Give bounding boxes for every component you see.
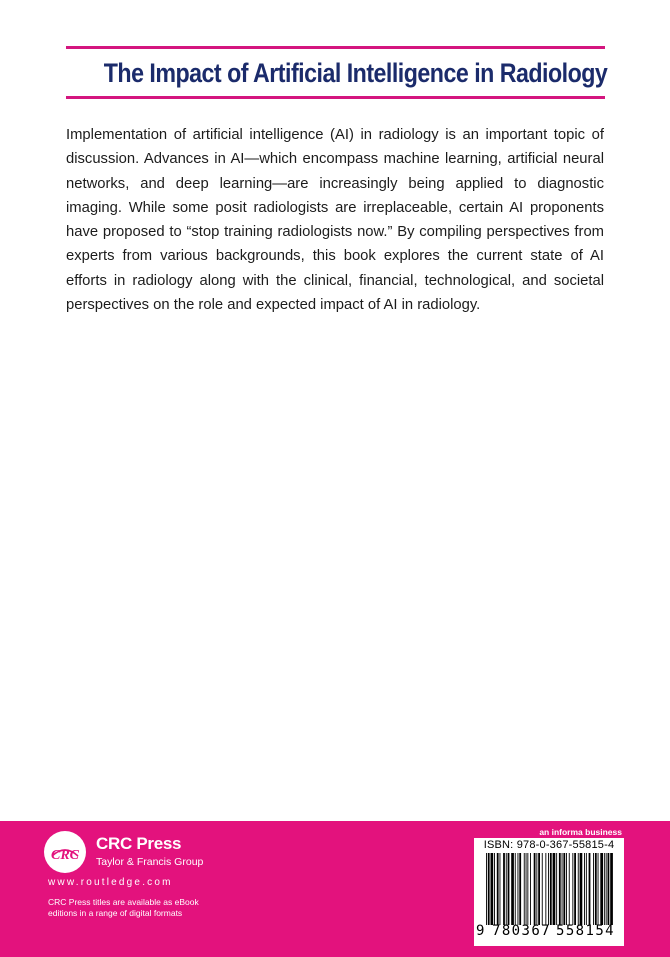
barcode-bar bbox=[584, 853, 585, 925]
barcode-bar bbox=[545, 853, 546, 925]
barcode-bar bbox=[511, 853, 514, 925]
publisher-website[interactable]: www.routledge.com bbox=[48, 877, 173, 888]
ebook-note: CRC Press titles are available as eBook editions in a range of digital formats bbox=[48, 897, 199, 918]
barcode-bar bbox=[556, 853, 557, 925]
barcode-bar bbox=[515, 853, 516, 925]
informa-tagline: an informa business bbox=[539, 827, 622, 837]
barcode-bar bbox=[550, 853, 552, 925]
publisher-name: CRC Press bbox=[96, 834, 182, 853]
barcode-bar bbox=[572, 853, 573, 925]
barcode-bar bbox=[604, 853, 605, 925]
barcode-bar bbox=[574, 853, 576, 925]
crc-logo-icon bbox=[44, 831, 86, 873]
barcode-bar bbox=[610, 853, 613, 925]
barcode-bar bbox=[527, 853, 528, 925]
barcode-bar bbox=[606, 853, 607, 925]
barcode-bar bbox=[553, 853, 556, 925]
barcode-bar bbox=[593, 853, 594, 925]
barcode-bar bbox=[497, 853, 499, 925]
barcode-bar bbox=[542, 853, 543, 925]
publisher-footer bbox=[0, 821, 670, 957]
isbn-barcode bbox=[474, 838, 624, 946]
book-description: Implementation of artificial intelligence (AI) in radiology is an important topic of discussion. Advances in AI—which encompass machine learning, artificial neural networks, and deep learning—are increasingly being applied to diagnostic imaging. While some posit radiologists are irreplaceable, certain AI proponents have proposed to “stop training radiologists now.” By compiling perspectives from experts from various backgrounds, this book explores the current state of AI efforts in radiology along with the clinical, financial, technological, and societal perspectives on the role and expected impact of AI in radiology. bbox=[66, 127, 604, 314]
barcode-bar bbox=[519, 853, 521, 925]
barcode-bar bbox=[600, 853, 603, 925]
barcode-bar bbox=[488, 853, 490, 925]
barcode-bar bbox=[559, 853, 561, 925]
barcode-bar bbox=[530, 853, 531, 925]
crc-logo bbox=[44, 831, 86, 873]
barcode-bar bbox=[580, 853, 583, 925]
barcode-bar bbox=[524, 853, 525, 925]
crc-logo-text: CRC bbox=[50, 848, 80, 863]
barcode-bar bbox=[486, 853, 487, 925]
barcode-bar bbox=[608, 853, 610, 925]
barcode-bar bbox=[548, 853, 549, 925]
barcode-bar bbox=[566, 853, 567, 925]
barcode-bar bbox=[562, 853, 563, 925]
barcode-bar bbox=[491, 853, 494, 925]
barcode-bar bbox=[598, 853, 599, 925]
barcode-bar bbox=[589, 853, 591, 925]
barcode-bar bbox=[538, 853, 540, 925]
barcode-bar bbox=[563, 853, 565, 925]
barcode-bar bbox=[518, 853, 519, 925]
barcode-bar bbox=[508, 853, 510, 925]
barcode-bar bbox=[536, 853, 537, 925]
barcode-lead-digit: 9 bbox=[476, 923, 485, 939]
barcode-bar bbox=[503, 853, 505, 925]
book-title: The Impact of Artificial Intelligence in Radiology bbox=[103, 58, 608, 88]
barcode-bars bbox=[486, 853, 614, 925]
barcode-bar bbox=[586, 853, 587, 925]
barcode-bar bbox=[506, 853, 507, 925]
barcode-digits bbox=[476, 923, 622, 945]
title-top-rule bbox=[66, 46, 605, 49]
barcode-bar bbox=[494, 853, 495, 925]
isbn-number: ISBN: 978-0-367-55815-4 bbox=[483, 839, 615, 851]
publisher-group: Taylor & Francis Group bbox=[96, 856, 204, 868]
barcode-right-digits: 558154 bbox=[556, 923, 615, 939]
barcode-left-digits: 780367 bbox=[492, 923, 551, 939]
barcode-bar bbox=[578, 853, 579, 925]
barcode-bar bbox=[500, 853, 501, 925]
barcode-bar bbox=[526, 853, 527, 925]
barcode-bar bbox=[534, 853, 536, 925]
title-bottom-rule bbox=[66, 96, 605, 99]
barcode-bar bbox=[595, 853, 597, 925]
barcode-bar bbox=[569, 853, 570, 925]
